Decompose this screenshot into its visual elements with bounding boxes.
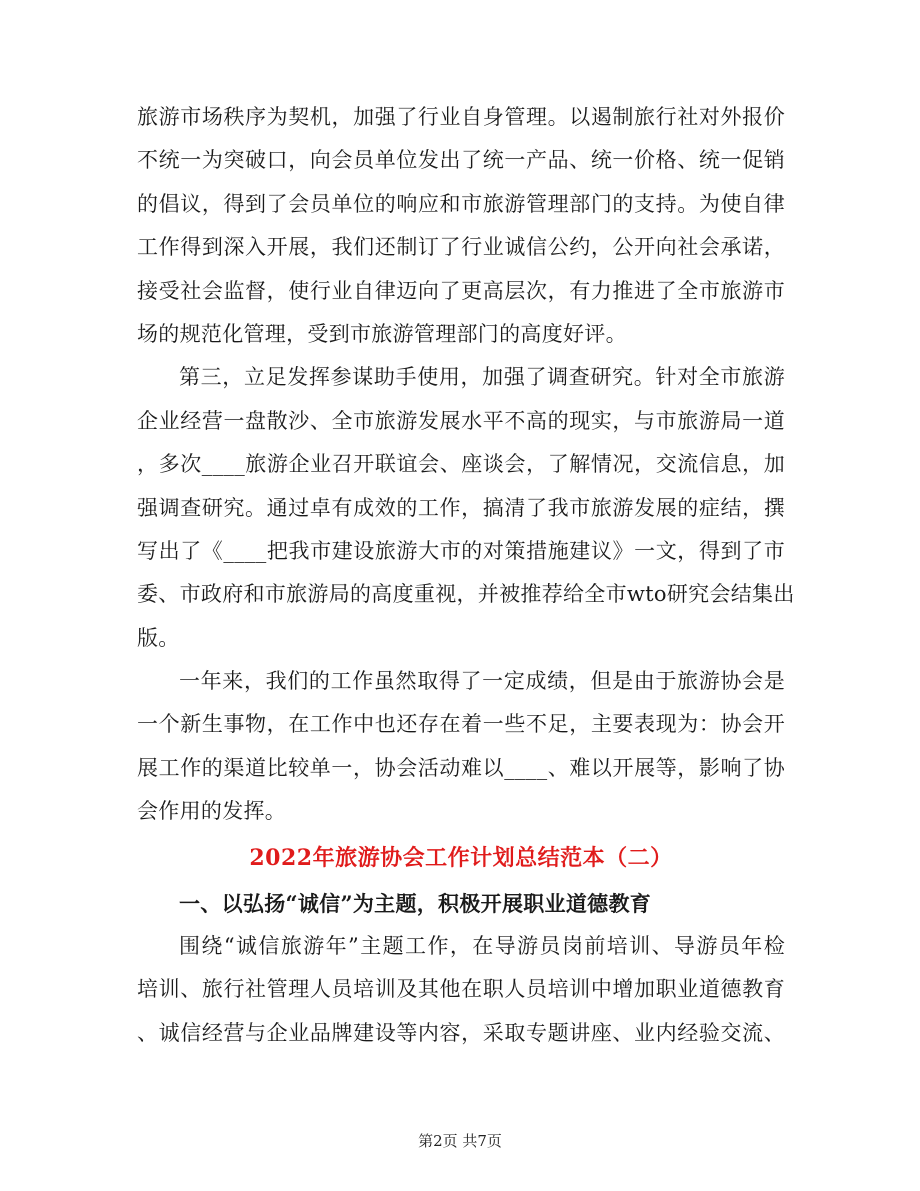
text-line: 一个新生事物，在工作中也还存在着一些不足，主要表现为：协会开	[137, 712, 785, 737]
text-line: 工作得到深入开展，我们还制订了行业诚信公约，公开向社会承诺，	[137, 235, 785, 260]
text-line: 写出了《____把我市建设旅游大市的对策措施建议》一文，得到了市	[137, 538, 785, 563]
text-line: 、诚信经营与企业品牌建设等内容，采取专题讲座、业内经验交流、	[137, 1020, 785, 1045]
text-line: 强调查研究。通过卓有成效的工作，搞清了我市旅游发展的症结，撰	[137, 495, 785, 520]
paragraph-research	[137, 356, 795, 660]
subsection-title: 一、以弘扬“诚信”为主题，积极开展职业道德教育	[179, 890, 652, 916]
paragraph-shortcomings	[137, 660, 785, 834]
text-line: 围绕“诚信旅游年”主题工作，在导游员岗前培训、导游员年检	[179, 934, 785, 959]
section-title: 2022年旅游协会工作计划总结范本（二）	[249, 844, 673, 871]
text-line: 一年来，我们的工作虽然取得了一定成绩，但是由于旅游协会是	[179, 669, 785, 694]
text-line: 场的规范化管理，受到市旅游管理部门的高度好评。	[137, 321, 627, 346]
page-indicator: 第2页 共7页	[418, 1132, 502, 1150]
document-body	[137, 96, 795, 1055]
text-line: ，多次____旅游企业召开联谊会、座谈会，了解情况，交流信息，加	[137, 452, 785, 477]
text-line: 接受社会监督，使行业自律迈向了更高层次，有力推进了全市旅游市	[137, 278, 785, 303]
paragraph-integrity-education	[137, 925, 785, 1055]
text-line: 展工作的渠道比较单一，协会活动难以____、难以开展等，影响了协	[137, 755, 785, 780]
text-line: 会作用的发挥。	[137, 799, 287, 824]
text-line: 企业经营一盘散沙、全市旅游发展水平不高的现实，与市旅游局一道	[137, 408, 785, 433]
text-line: 的倡议，得到了会员单位的响应和市旅游管理部门的支持。为使自律	[137, 191, 785, 216]
text-line: 版。	[137, 625, 180, 650]
text-line: 第三，立足发挥参谋助手使用，加强了调查研究。针对全市旅游	[179, 365, 785, 390]
text-line: 不统一为突破口，向会员单位发出了统一产品、统一价格、统一促销	[137, 148, 785, 173]
text-line: 培训、旅行社管理人员培训及其他在职人员培训中增加职业道德教育	[137, 977, 785, 1002]
paragraph-continued-self-discipline	[137, 96, 785, 356]
text-line: 委、市政府和市旅游局的高度重视，并被推荐给全市wto研究会结集出	[137, 582, 795, 607]
text-line: 旅游市场秩序为契机，加强了行业自身管理。以遏制旅行社对外报价	[137, 105, 785, 129]
